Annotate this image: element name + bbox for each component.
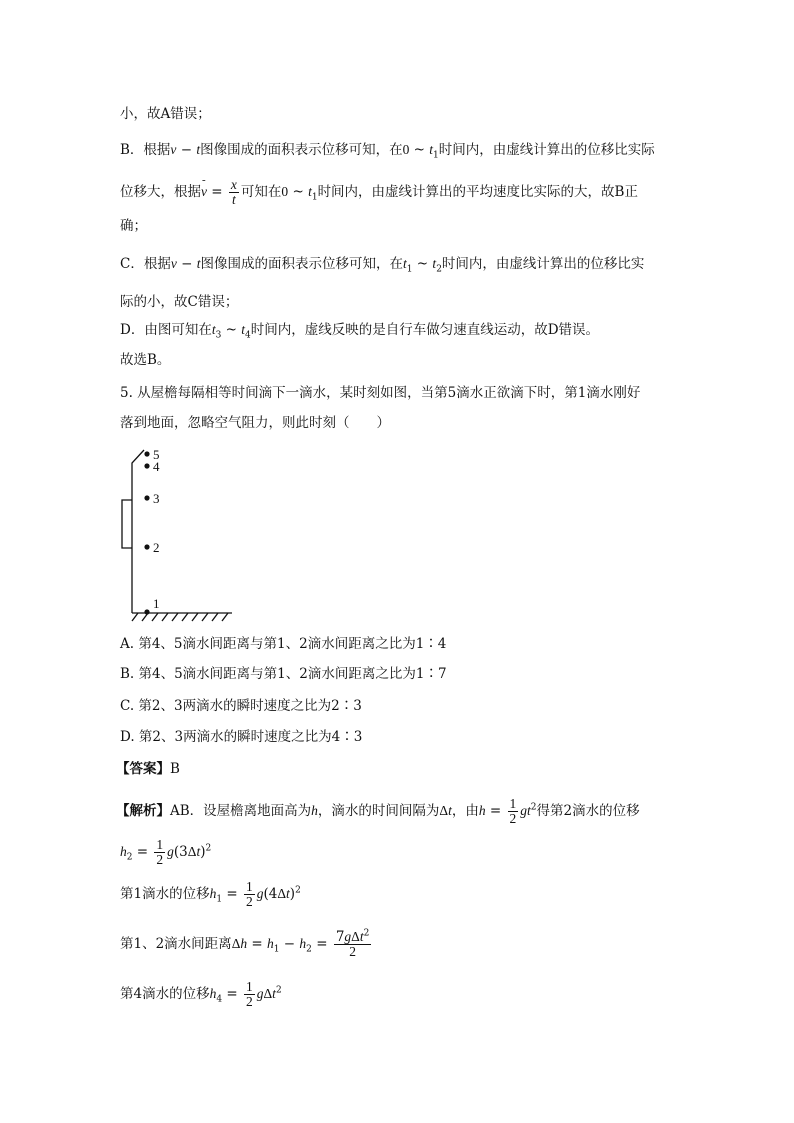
formula-delta-h: 第1、2滴水间距离$\Delta h = h_1 - h_2$ = $\frac{7g\Delta t^2}{2}$	[120, 928, 370, 959]
text-line: 际的小，故C错误；	[120, 294, 239, 310]
drop-label-2: 2	[153, 540, 160, 555]
text-line: C．根据v − t图像围成的面积表示位移可知，在$t_1$ ~ $t_2$时间内，由虚线计算出的位移比实	[120, 256, 645, 275]
analysis-tag: 【解析】	[116, 803, 170, 819]
text-line: 位移大，根据- v = $\frac{x}{t}$ 可知在0 ~ $t_1$时间内，由虚线计算出的平均速度比实际的大，故B正	[120, 178, 638, 207]
option-b: B. 第4、5滴水间距离与第1、2滴水间距离之比为1∶7	[120, 666, 447, 682]
drop-label-1: 1	[153, 596, 160, 611]
drop-label-5: 5	[153, 447, 160, 462]
water-drop-3	[144, 495, 149, 500]
option-a: A. 第4、5滴水间距离与第1、2滴水间距离之比为1∶4	[120, 636, 447, 652]
text-line: D．由图可知在$t_3$ ~ $t_4$时间内，虚线反映的是自行车做匀速直线运动，故D错误。	[120, 322, 600, 341]
question-text: 5. 从屋檐每隔相等时间滴下一滴水，某时刻如图，当第5滴水正欲滴下时，第1滴水刚好	[120, 385, 641, 401]
question-text: 落到地面，忽略空气阻力，则此时刻（ ）	[120, 415, 390, 431]
eave-wall	[122, 450, 144, 613]
water-drop-2	[144, 544, 149, 549]
formula-h4: 第4滴水的位移$h_4$ = $\frac{1}{2}$ gΔt$^2$	[120, 979, 282, 1009]
answer-tag: 【答案】	[116, 761, 170, 777]
water-drop-1	[144, 609, 149, 614]
drip-diagram	[118, 445, 242, 625]
text-line: B．根据v − t图像围成的面积表示位移可知，在0 ~ $t_1$时间内，由虚线计算出的位移比实际	[120, 142, 655, 161]
answer-line	[116, 759, 180, 779]
formula-h1: 第1滴水的位移$h_1$ = $\frac{1}{2}$ $g(4\Delta t)^2$	[120, 879, 301, 909]
water-drop-4	[144, 463, 149, 468]
answer-value: B	[170, 761, 180, 777]
water-drop-5	[144, 451, 149, 456]
option-c: C. 第2、3两滴水的瞬时速度之比为2∶3	[120, 698, 362, 714]
drop-label-3: 3	[153, 491, 160, 506]
text-line: 确；	[120, 218, 147, 234]
drop-label-4: 4	[153, 459, 160, 474]
formula-h2: $h_2$ = $\frac{1}{2}$ $g(3\Delta t)^2$	[120, 837, 212, 867]
analysis-line: 【解析】AB．设屋檐离地面高为h，滴水的时间间隔为Δt，由h = $\frac{1}{2}$ $gt^2$得第2滴水的位移	[116, 796, 640, 826]
option-d: D. 第2、3两滴水的瞬时速度之比为4∶3	[120, 729, 363, 745]
text-line: 故选B。	[120, 352, 171, 368]
text-line: 小，故A错误；	[120, 106, 211, 122]
